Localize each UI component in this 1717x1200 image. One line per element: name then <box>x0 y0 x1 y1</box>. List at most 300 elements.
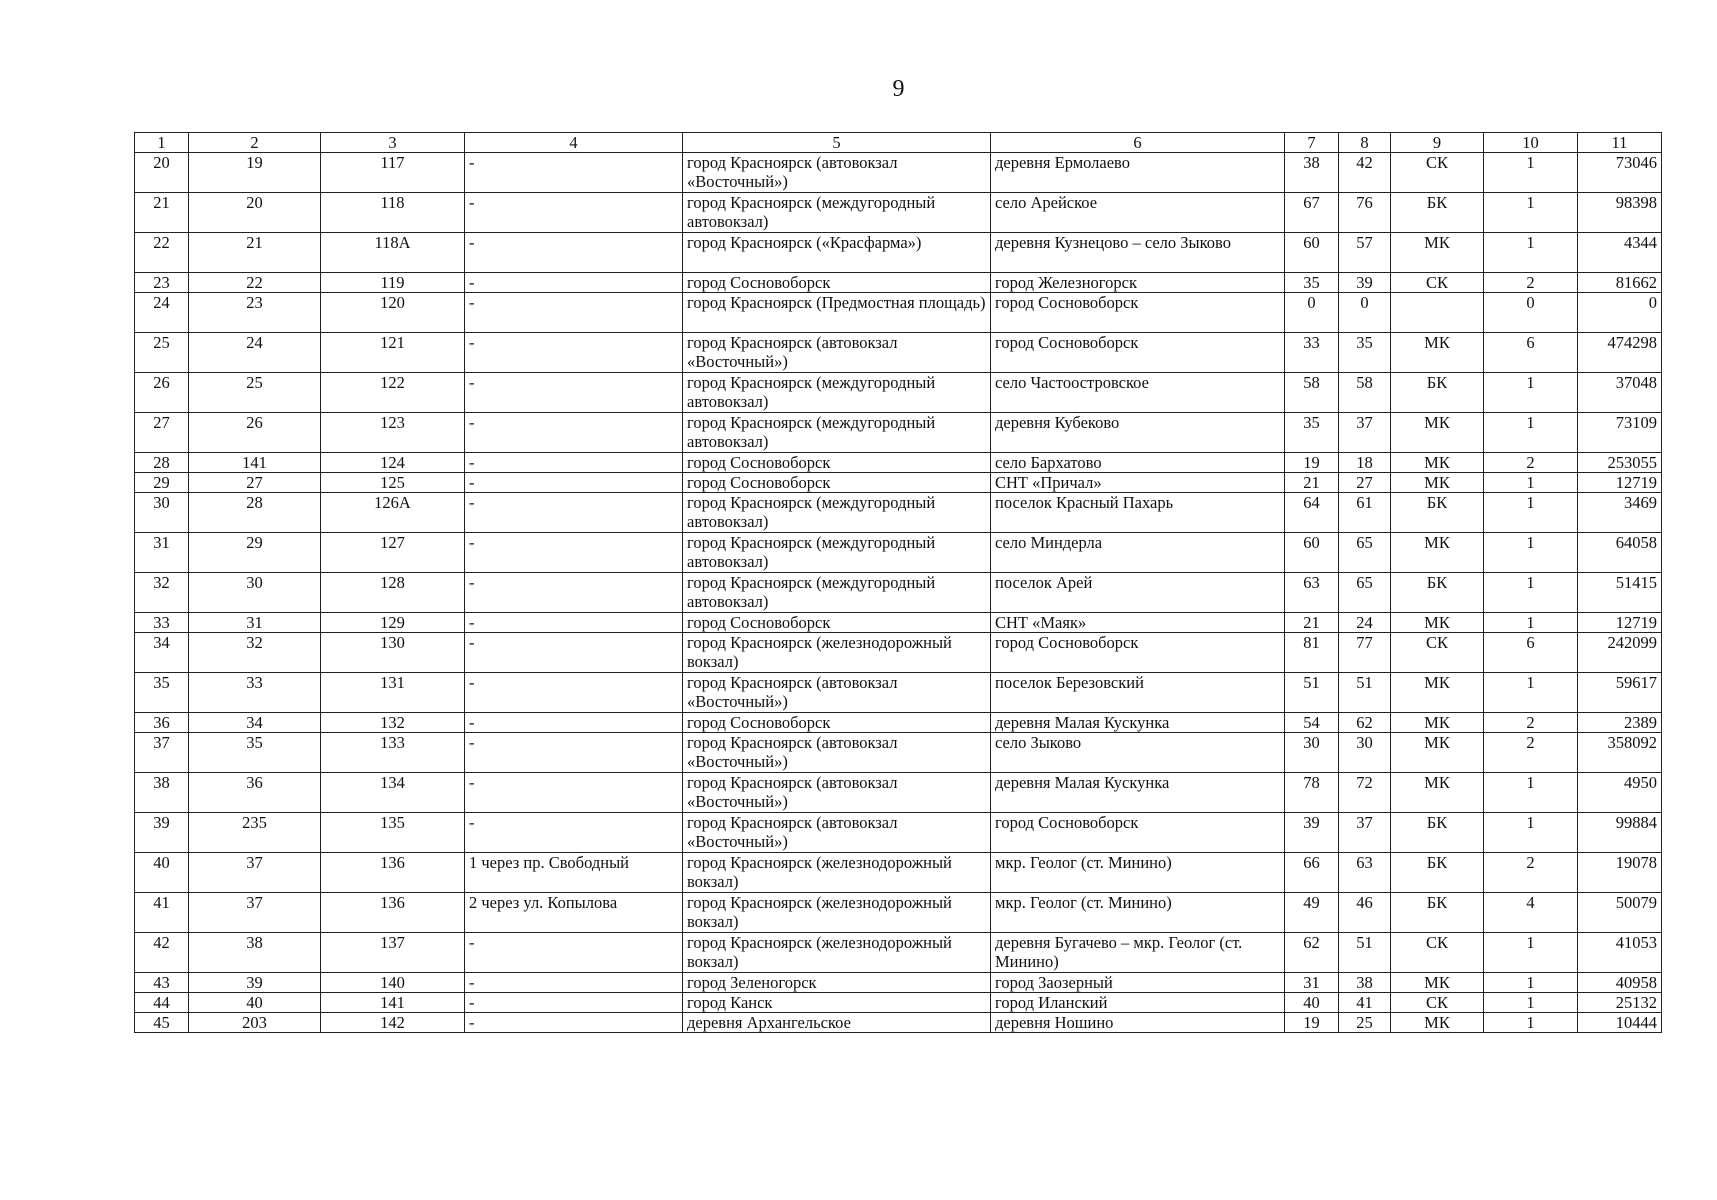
start-point-cell: город Красноярск (железнодорожный вокзал) <box>683 933 991 973</box>
start-point-cell: город Красноярск (автовокзал «Восточный») <box>683 333 991 373</box>
route-number-cell: 119 <box>321 273 465 293</box>
start-point-cell: город Красноярск (железнодорожный вокзал) <box>683 893 991 933</box>
row-number-cell: 28 <box>135 453 189 473</box>
bus-count-cell: 1 <box>1484 1013 1578 1033</box>
row-number-cell: 30 <box>135 493 189 533</box>
length-forward-cell: 30 <box>1285 733 1339 773</box>
variant-cell: - <box>465 993 683 1013</box>
table-row <box>135 533 1662 573</box>
length-forward-cell: 60 <box>1285 533 1339 573</box>
length-forward-cell: 21 <box>1285 473 1339 493</box>
variant-cell: - <box>465 233 683 273</box>
end-point-cell: деревня Бугачево – мкр. Геолог (ст. Минино) <box>991 933 1285 973</box>
length-back-cell: 37 <box>1339 813 1391 853</box>
table-row <box>135 153 1662 193</box>
variant-cell: - <box>465 153 683 193</box>
end-point-cell: поселок Березовский <box>991 673 1285 713</box>
row-number-cell: 31 <box>135 533 189 573</box>
annual-volume-cell: 41053 <box>1578 933 1662 973</box>
variant-cell: - <box>465 573 683 613</box>
variant-cell: - <box>465 973 683 993</box>
row-number-cell: 33 <box>135 613 189 633</box>
length-back-cell: 58 <box>1339 373 1391 413</box>
table-row <box>135 233 1662 273</box>
old-number-cell: 35 <box>189 733 321 773</box>
start-point-cell: город Канск <box>683 993 991 1013</box>
length-forward-cell: 40 <box>1285 993 1339 1013</box>
start-point-cell: город Красноярск («Красфарма») <box>683 233 991 273</box>
length-forward-cell: 33 <box>1285 333 1339 373</box>
variant-cell: - <box>465 373 683 413</box>
old-number-cell: 34 <box>189 713 321 733</box>
bus-class-cell: СК <box>1391 153 1484 193</box>
row-number-cell: 36 <box>135 713 189 733</box>
length-back-cell: 61 <box>1339 493 1391 533</box>
old-number-cell: 203 <box>189 1013 321 1033</box>
annual-volume-cell: 253055 <box>1578 453 1662 473</box>
variant-cell: - <box>465 473 683 493</box>
variant-cell: - <box>465 533 683 573</box>
annual-volume-cell: 4344 <box>1578 233 1662 273</box>
start-point-cell: деревня Архангельское <box>683 1013 991 1033</box>
variant-cell: - <box>465 453 683 473</box>
annual-volume-cell: 73046 <box>1578 153 1662 193</box>
bus-class-cell: МК <box>1391 773 1484 813</box>
end-point-cell: город Сосновоборск <box>991 633 1285 673</box>
column-header-5: 5 <box>683 133 991 153</box>
length-forward-cell: 63 <box>1285 573 1339 613</box>
route-number-cell: 136 <box>321 853 465 893</box>
bus-class-cell: БК <box>1391 373 1484 413</box>
annual-volume-cell: 51415 <box>1578 573 1662 613</box>
length-forward-cell: 39 <box>1285 813 1339 853</box>
bus-count-cell: 0 <box>1484 293 1578 333</box>
length-forward-cell: 21 <box>1285 613 1339 633</box>
route-number-cell: 140 <box>321 973 465 993</box>
old-number-cell: 38 <box>189 933 321 973</box>
end-point-cell: деревня Кубеково <box>991 413 1285 453</box>
variant-cell: - <box>465 493 683 533</box>
bus-class-cell: МК <box>1391 413 1484 453</box>
table-row <box>135 893 1662 933</box>
route-number-cell: 137 <box>321 933 465 973</box>
end-point-cell: деревня Кузнецово – село Зыково <box>991 233 1285 273</box>
old-number-cell: 28 <box>189 493 321 533</box>
end-point-cell: село Частоостровское <box>991 373 1285 413</box>
bus-class-cell: БК <box>1391 493 1484 533</box>
start-point-cell: город Красноярск (междугородный автовокзал) <box>683 533 991 573</box>
old-number-cell: 25 <box>189 373 321 413</box>
length-forward-cell: 81 <box>1285 633 1339 673</box>
old-number-cell: 21 <box>189 233 321 273</box>
start-point-cell: город Красноярск (междугородный автовокзал) <box>683 193 991 233</box>
annual-volume-cell: 4950 <box>1578 773 1662 813</box>
end-point-cell: город Заозерный <box>991 973 1285 993</box>
row-number-cell: 32 <box>135 573 189 613</box>
old-number-cell: 40 <box>189 993 321 1013</box>
table-row <box>135 293 1662 333</box>
old-number-cell: 235 <box>189 813 321 853</box>
length-back-cell: 51 <box>1339 933 1391 973</box>
page-number: 9 <box>892 76 905 102</box>
bus-count-cell: 1 <box>1484 613 1578 633</box>
start-point-cell: город Красноярск (автовокзал «Восточный») <box>683 733 991 773</box>
row-number-cell: 20 <box>135 153 189 193</box>
length-back-cell: 57 <box>1339 233 1391 273</box>
variant-cell: - <box>465 773 683 813</box>
length-back-cell: 37 <box>1339 413 1391 453</box>
route-number-cell: 132 <box>321 713 465 733</box>
bus-count-cell: 2 <box>1484 713 1578 733</box>
length-forward-cell: 35 <box>1285 413 1339 453</box>
row-number-cell: 26 <box>135 373 189 413</box>
annual-volume-cell: 10444 <box>1578 1013 1662 1033</box>
old-number-cell: 22 <box>189 273 321 293</box>
length-forward-cell: 31 <box>1285 973 1339 993</box>
column-header-10: 10 <box>1484 133 1578 153</box>
variant-cell: - <box>465 1013 683 1033</box>
old-number-cell: 32 <box>189 633 321 673</box>
old-number-cell: 26 <box>189 413 321 453</box>
old-number-cell: 20 <box>189 193 321 233</box>
table-row <box>135 993 1662 1013</box>
annual-volume-cell: 19078 <box>1578 853 1662 893</box>
bus-count-cell: 1 <box>1484 573 1578 613</box>
old-number-cell: 37 <box>189 853 321 893</box>
table-row <box>135 473 1662 493</box>
route-number-cell: 120 <box>321 293 465 333</box>
old-number-cell: 33 <box>189 673 321 713</box>
length-forward-cell: 66 <box>1285 853 1339 893</box>
route-number-cell: 124 <box>321 453 465 473</box>
start-point-cell: город Сосновоборск <box>683 473 991 493</box>
routes-table <box>134 132 1662 1033</box>
old-number-cell: 19 <box>189 153 321 193</box>
column-header-8: 8 <box>1339 133 1391 153</box>
row-number-cell: 45 <box>135 1013 189 1033</box>
annual-volume-cell: 81662 <box>1578 273 1662 293</box>
annual-volume-cell: 0 <box>1578 293 1662 333</box>
bus-count-cell: 1 <box>1484 153 1578 193</box>
row-number-cell: 22 <box>135 233 189 273</box>
end-point-cell: деревня Малая Кускунка <box>991 773 1285 813</box>
bus-class-cell: СК <box>1391 933 1484 973</box>
annual-volume-cell: 242099 <box>1578 633 1662 673</box>
start-point-cell: город Красноярск (междугородный автовокзал) <box>683 493 991 533</box>
start-point-cell: город Сосновоборск <box>683 273 991 293</box>
annual-volume-cell: 40958 <box>1578 973 1662 993</box>
route-number-cell: 129 <box>321 613 465 633</box>
length-forward-cell: 67 <box>1285 193 1339 233</box>
table-body <box>135 153 1662 1033</box>
end-point-cell: поселок Арей <box>991 573 1285 613</box>
bus-class-cell: БК <box>1391 193 1484 233</box>
length-forward-cell: 35 <box>1285 273 1339 293</box>
route-number-cell: 131 <box>321 673 465 713</box>
end-point-cell: село Бархатово <box>991 453 1285 473</box>
row-number-cell: 24 <box>135 293 189 333</box>
end-point-cell: деревня Ермолаево <box>991 153 1285 193</box>
row-number-cell: 21 <box>135 193 189 233</box>
start-point-cell: город Красноярск (автовокзал «Восточный») <box>683 673 991 713</box>
length-forward-cell: 49 <box>1285 893 1339 933</box>
header-row <box>135 133 1662 153</box>
table-row <box>135 713 1662 733</box>
route-number-cell: 118 <box>321 193 465 233</box>
length-back-cell: 39 <box>1339 273 1391 293</box>
length-back-cell: 0 <box>1339 293 1391 333</box>
route-number-cell: 125 <box>321 473 465 493</box>
bus-class-cell <box>1391 293 1484 333</box>
table-row <box>135 973 1662 993</box>
length-back-cell: 62 <box>1339 713 1391 733</box>
route-number-cell: 133 <box>321 733 465 773</box>
row-number-cell: 25 <box>135 333 189 373</box>
bus-count-cell: 4 <box>1484 893 1578 933</box>
variant-cell: - <box>465 633 683 673</box>
length-back-cell: 65 <box>1339 533 1391 573</box>
length-back-cell: 42 <box>1339 153 1391 193</box>
table-row <box>135 773 1662 813</box>
column-header-4: 4 <box>465 133 683 153</box>
table-row <box>135 193 1662 233</box>
variant-cell: - <box>465 713 683 733</box>
bus-count-cell: 1 <box>1484 493 1578 533</box>
table-row <box>135 333 1662 373</box>
length-forward-cell: 54 <box>1285 713 1339 733</box>
annual-volume-cell: 25132 <box>1578 993 1662 1013</box>
column-header-1: 1 <box>135 133 189 153</box>
table-row <box>135 453 1662 473</box>
bus-class-cell: МК <box>1391 713 1484 733</box>
route-number-cell: 123 <box>321 413 465 453</box>
column-header-11: 11 <box>1578 133 1662 153</box>
row-number-cell: 34 <box>135 633 189 673</box>
start-point-cell: город Красноярск (автовокзал «Восточный») <box>683 813 991 853</box>
variant-cell: - <box>465 933 683 973</box>
end-point-cell: деревня Малая Кускунка <box>991 713 1285 733</box>
bus-count-cell: 1 <box>1484 993 1578 1013</box>
old-number-cell: 29 <box>189 533 321 573</box>
annual-volume-cell: 12719 <box>1578 613 1662 633</box>
start-point-cell: город Красноярск (Предмостная площадь) <box>683 293 991 333</box>
bus-count-cell: 2 <box>1484 733 1578 773</box>
old-number-cell: 37 <box>189 893 321 933</box>
bus-count-cell: 1 <box>1484 673 1578 713</box>
bus-class-cell: БК <box>1391 893 1484 933</box>
length-back-cell: 76 <box>1339 193 1391 233</box>
end-point-cell: город Иланский <box>991 993 1285 1013</box>
bus-class-cell: БК <box>1391 813 1484 853</box>
table-row <box>135 1013 1662 1033</box>
variant-cell: - <box>465 273 683 293</box>
row-number-cell: 29 <box>135 473 189 493</box>
bus-class-cell: СК <box>1391 993 1484 1013</box>
start-point-cell: город Зеленогорск <box>683 973 991 993</box>
row-number-cell: 43 <box>135 973 189 993</box>
start-point-cell: город Красноярск (междугородный автовокзал) <box>683 413 991 453</box>
route-number-cell: 118А <box>321 233 465 273</box>
bus-count-cell: 1 <box>1484 533 1578 573</box>
bus-class-cell: СК <box>1391 633 1484 673</box>
old-number-cell: 23 <box>189 293 321 333</box>
bus-count-cell: 2 <box>1484 273 1578 293</box>
annual-volume-cell: 98398 <box>1578 193 1662 233</box>
old-number-cell: 39 <box>189 973 321 993</box>
start-point-cell: город Красноярск (автовокзал «Восточный») <box>683 773 991 813</box>
variant-cell: - <box>465 193 683 233</box>
end-point-cell: мкр. Геолог (ст. Минино) <box>991 853 1285 893</box>
variant-cell: - <box>465 333 683 373</box>
old-number-cell: 27 <box>189 473 321 493</box>
row-number-cell: 42 <box>135 933 189 973</box>
length-back-cell: 51 <box>1339 673 1391 713</box>
end-point-cell: село Зыково <box>991 733 1285 773</box>
old-number-cell: 36 <box>189 773 321 813</box>
annual-volume-cell: 64058 <box>1578 533 1662 573</box>
route-number-cell: 134 <box>321 773 465 813</box>
route-number-cell: 130 <box>321 633 465 673</box>
length-back-cell: 77 <box>1339 633 1391 673</box>
end-point-cell: мкр. Геолог (ст. Минино) <box>991 893 1285 933</box>
start-point-cell: город Красноярск (междугородный автовокзал) <box>683 573 991 613</box>
end-point-cell: село Миндерла <box>991 533 1285 573</box>
route-number-cell: 122 <box>321 373 465 413</box>
table-row <box>135 573 1662 613</box>
length-back-cell: 72 <box>1339 773 1391 813</box>
length-forward-cell: 0 <box>1285 293 1339 333</box>
variant-cell: - <box>465 733 683 773</box>
variant-cell: - <box>465 293 683 333</box>
table-row <box>135 853 1662 893</box>
bus-count-cell: 1 <box>1484 373 1578 413</box>
length-back-cell: 25 <box>1339 1013 1391 1033</box>
variant-cell: - <box>465 413 683 453</box>
row-number-cell: 44 <box>135 993 189 1013</box>
bus-class-cell: МК <box>1391 613 1484 633</box>
variant-cell: - <box>465 673 683 713</box>
bus-count-cell: 1 <box>1484 193 1578 233</box>
bus-count-cell: 1 <box>1484 973 1578 993</box>
bus-class-cell: БК <box>1391 573 1484 613</box>
bus-count-cell: 1 <box>1484 473 1578 493</box>
annual-volume-cell: 474298 <box>1578 333 1662 373</box>
routes-table-container <box>134 132 1662 1033</box>
end-point-cell: СНТ «Причал» <box>991 473 1285 493</box>
length-forward-cell: 58 <box>1285 373 1339 413</box>
end-point-cell: поселок Красный Пахарь <box>991 493 1285 533</box>
row-number-cell: 37 <box>135 733 189 773</box>
column-header-2: 2 <box>189 133 321 153</box>
start-point-cell: город Красноярск (железнодорожный вокзал) <box>683 853 991 893</box>
length-back-cell: 65 <box>1339 573 1391 613</box>
variant-cell: - <box>465 813 683 853</box>
route-number-cell: 141 <box>321 993 465 1013</box>
route-number-cell: 127 <box>321 533 465 573</box>
start-point-cell: город Сосновоборск <box>683 613 991 633</box>
annual-volume-cell: 3469 <box>1578 493 1662 533</box>
bus-count-cell: 6 <box>1484 633 1578 673</box>
length-forward-cell: 64 <box>1285 493 1339 533</box>
row-number-cell: 35 <box>135 673 189 713</box>
route-number-cell: 117 <box>321 153 465 193</box>
bus-class-cell: МК <box>1391 673 1484 713</box>
annual-volume-cell: 99884 <box>1578 813 1662 853</box>
table-row <box>135 613 1662 633</box>
old-number-cell: 30 <box>189 573 321 613</box>
length-back-cell: 24 <box>1339 613 1391 633</box>
row-number-cell: 38 <box>135 773 189 813</box>
length-back-cell: 18 <box>1339 453 1391 473</box>
bus-class-cell: МК <box>1391 473 1484 493</box>
bus-class-cell: МК <box>1391 333 1484 373</box>
annual-volume-cell: 50079 <box>1578 893 1662 933</box>
end-point-cell: село Арейское <box>991 193 1285 233</box>
table-row <box>135 633 1662 673</box>
variant-cell: 2 через ул. Копылова <box>465 893 683 933</box>
route-number-cell: 128 <box>321 573 465 613</box>
annual-volume-cell: 12719 <box>1578 473 1662 493</box>
length-back-cell: 38 <box>1339 973 1391 993</box>
old-number-cell: 141 <box>189 453 321 473</box>
end-point-cell: город Сосновоборск <box>991 813 1285 853</box>
row-number-cell: 27 <box>135 413 189 453</box>
bus-class-cell: МК <box>1391 533 1484 573</box>
bus-class-cell: СК <box>1391 273 1484 293</box>
start-point-cell: город Красноярск (железнодорожный вокзал) <box>683 633 991 673</box>
bus-class-cell: МК <box>1391 733 1484 773</box>
length-forward-cell: 38 <box>1285 153 1339 193</box>
length-forward-cell: 51 <box>1285 673 1339 713</box>
bus-count-cell: 1 <box>1484 413 1578 453</box>
length-back-cell: 41 <box>1339 993 1391 1013</box>
length-back-cell: 27 <box>1339 473 1391 493</box>
row-number-cell: 23 <box>135 273 189 293</box>
table-row <box>135 813 1662 853</box>
bus-class-cell: МК <box>1391 1013 1484 1033</box>
table-row <box>135 673 1662 713</box>
column-header-6: 6 <box>991 133 1285 153</box>
bus-count-cell: 1 <box>1484 773 1578 813</box>
start-point-cell: город Красноярск (автовокзал «Восточный») <box>683 153 991 193</box>
route-number-cell: 136 <box>321 893 465 933</box>
row-number-cell: 41 <box>135 893 189 933</box>
old-number-cell: 24 <box>189 333 321 373</box>
table-row <box>135 733 1662 773</box>
bus-count-cell: 1 <box>1484 813 1578 853</box>
length-forward-cell: 19 <box>1285 453 1339 473</box>
end-point-cell: СНТ «Маяк» <box>991 613 1285 633</box>
table-row <box>135 933 1662 973</box>
end-point-cell: деревня Ношино <box>991 1013 1285 1033</box>
bus-count-cell: 1 <box>1484 233 1578 273</box>
length-back-cell: 46 <box>1339 893 1391 933</box>
bus-class-cell: МК <box>1391 453 1484 473</box>
table-row <box>135 273 1662 293</box>
bus-count-cell: 2 <box>1484 853 1578 893</box>
length-back-cell: 35 <box>1339 333 1391 373</box>
annual-volume-cell: 37048 <box>1578 373 1662 413</box>
row-number-cell: 39 <box>135 813 189 853</box>
end-point-cell: город Сосновоборск <box>991 293 1285 333</box>
bus-class-cell: БК <box>1391 853 1484 893</box>
start-point-cell: город Сосновоборск <box>683 713 991 733</box>
table-row <box>135 413 1662 453</box>
route-number-cell: 135 <box>321 813 465 853</box>
column-header-7: 7 <box>1285 133 1339 153</box>
start-point-cell: город Сосновоборск <box>683 453 991 473</box>
row-number-cell: 40 <box>135 853 189 893</box>
